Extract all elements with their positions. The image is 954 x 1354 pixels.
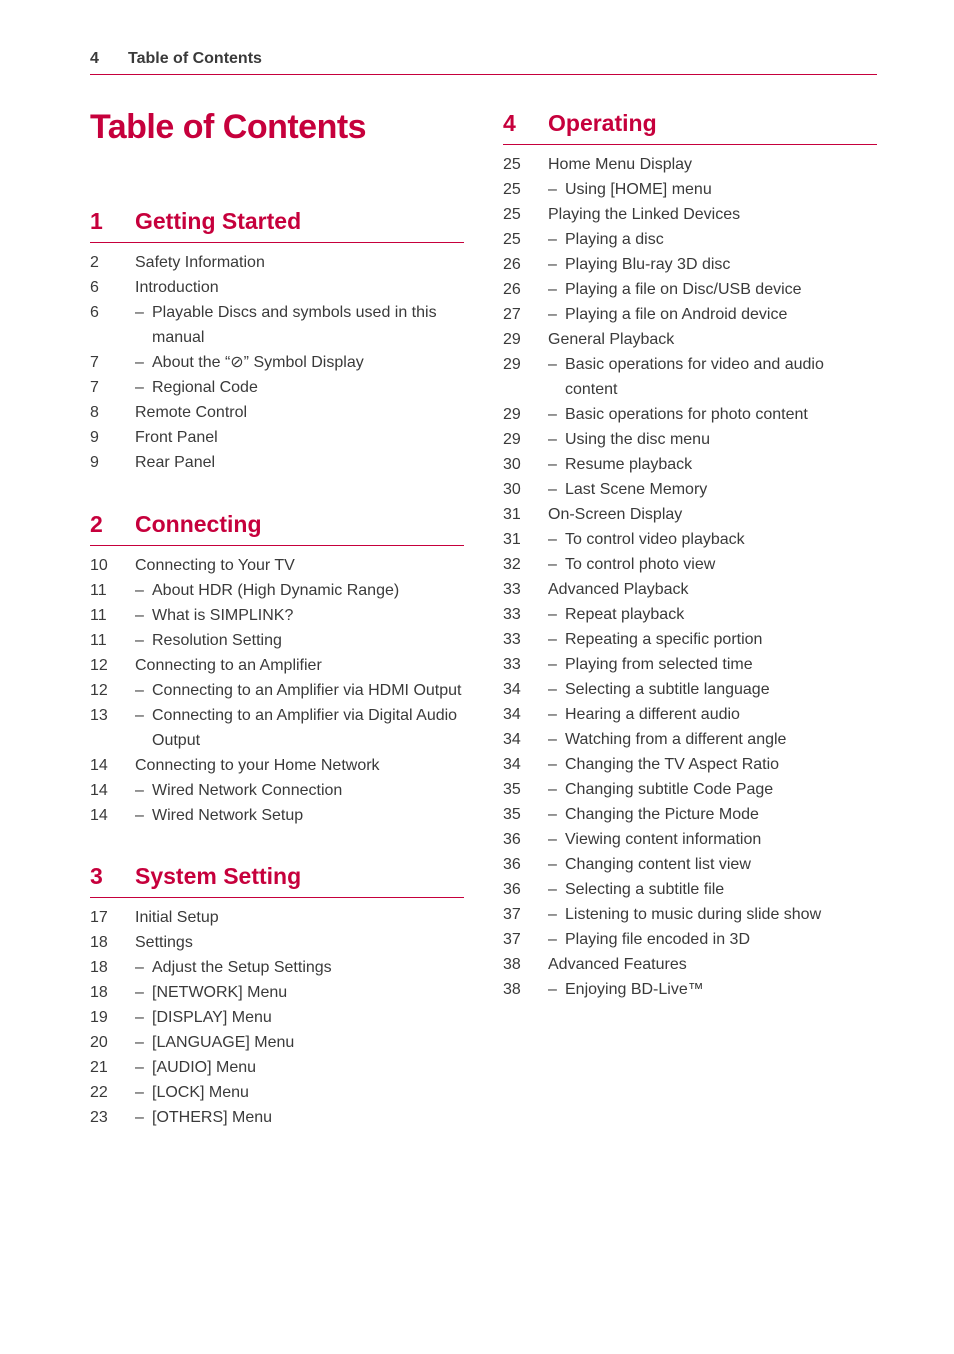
toc-entry-label: – [LANGUAGE] Menu [135,1030,464,1055]
toc-entry[interactable] [90,930,464,955]
toc-subentry[interactable] [503,427,877,452]
toc-page-number: 34 [503,706,521,723]
toc-page-number: 17 [90,909,108,926]
toc-page-number: 18 [90,934,108,951]
toc-subentry[interactable] [503,352,877,402]
toc-entry[interactable] [503,577,877,602]
toc-subentry[interactable] [503,552,877,577]
toc-page-number: 25 [503,206,521,223]
toc-entry-label: – Basic operations for photo content [548,402,877,427]
toc-subentry[interactable] [90,980,464,1005]
toc-entry-label: – Repeat playback [548,602,877,627]
toc-subentry[interactable] [503,802,877,827]
toc-entry-label: Advanced Features [548,956,687,973]
toc-page-number: 27 [503,306,521,323]
toc-page-number: 36 [503,856,521,873]
toc-page-number: 29 [503,431,521,448]
toc-page-number: 38 [503,981,521,998]
toc-entry-label: – Connecting to an Amplifier via Digital Audio Output [135,703,464,753]
toc-page-number: 26 [503,281,521,298]
toc-entry-label: – Playing a file on Android device [548,302,877,327]
toc-page-number: 22 [90,1084,108,1101]
toc-entry[interactable] [90,653,464,678]
toc-entry-label: – About the “⊘” Symbol Display [135,350,464,375]
toc-page-number: 11 [90,582,107,599]
toc-page-number: 14 [90,807,108,824]
toc-entry[interactable] [90,553,464,578]
toc-entry[interactable] [503,152,877,177]
toc-subentry[interactable] [503,252,877,277]
toc-page-number: 9 [90,454,99,471]
toc-entry-label: – Playing file encoded in 3D [548,927,877,952]
toc-subentry[interactable] [503,852,877,877]
toc-subentry[interactable] [503,402,877,427]
toc-subentry[interactable] [90,1030,464,1055]
toc-entry-label: – Changing the Picture Mode [548,802,877,827]
toc-entry[interactable] [90,275,464,300]
toc-entry-label: – Resolution Setting [135,628,464,653]
toc-entry[interactable] [503,202,877,227]
toc-entry-list [90,553,464,828]
toc-entry-label: Settings [135,934,193,951]
toc-page-number: 2 [90,254,99,271]
toc-page-number: 35 [503,781,521,798]
toc-entry-label: Rear Panel [135,454,216,471]
toc-page-number: 29 [503,356,521,373]
toc-entry-label: – Changing subtitle Code Page [548,777,877,802]
toc-entry-label: – Playing Blu-ray 3D disc [548,252,877,277]
toc-entry-label: Introduction [135,279,219,296]
page-number: 4 [90,50,99,67]
toc-page-number: 12 [90,657,108,674]
toc-entry-label: – Basic operations for video and audio content [548,352,877,402]
toc-page-number: 32 [503,556,521,573]
toc-entry-label: Playing the Linked Devices [548,206,741,223]
toc-subentry[interactable] [503,452,877,477]
toc-entry-label: – Changing the TV Aspect Ratio [548,752,877,777]
toc-page-number: 33 [503,656,521,673]
toc-entry-label: – [LOCK] Menu [135,1080,464,1105]
toc-entry-label: – Playing a file on Disc/USB device [548,277,877,302]
toc-entry-label: – [NETWORK] Menu [135,980,464,1005]
toc-page-number: 18 [90,984,108,1001]
section-number: 1 [90,208,103,234]
toc-entry-label: – [DISPLAY] Menu [135,1005,464,1030]
toc-page-number: 33 [503,581,521,598]
toc-page-number: 36 [503,881,521,898]
toc-subentry[interactable] [90,1055,464,1080]
toc-page-number: 36 [503,831,521,848]
toc-entry-label: – Playing from selected time [548,652,877,677]
toc-entry-label: – Wired Network Setup [135,803,464,828]
toc-page-number: 18 [90,959,108,976]
toc-page-number: 38 [503,956,521,973]
toc-entry-label: On-Screen Display [548,506,683,523]
section-operating [503,110,877,1002]
toc-page-number: 14 [90,757,108,774]
toc-entry-label: – Using the disc menu [548,427,877,452]
toc-entry-label: – To control photo view [548,552,877,577]
toc-page-number: 19 [90,1009,108,1026]
toc-entry[interactable] [503,327,877,352]
toc-entry-label: Initial Setup [135,909,219,926]
toc-entry[interactable] [90,250,464,275]
toc-subentry[interactable] [90,300,464,350]
toc-entry-label: Connecting to an Amplifier [135,657,322,674]
toc-entry-label: – Watching from a different angle [548,727,877,752]
toc-entry-label: – [OTHERS] Menu [135,1105,464,1130]
toc-entry-label: Advanced Playback [548,581,689,598]
toc-entry[interactable] [90,905,464,930]
toc-page-number: 9 [90,429,99,446]
toc-page-number: 25 [503,156,521,173]
toc-subentry[interactable] [503,677,877,702]
toc-page-number: 23 [90,1109,108,1126]
toc-entry-label: Remote Control [135,404,248,421]
toc-entry-label: – Using [HOME] menu [548,177,877,202]
toc-subentry[interactable] [503,702,877,727]
toc-page-number: 31 [503,531,521,548]
section-system-setting [90,863,464,1130]
toc-subentry[interactable] [503,302,877,327]
toc-page-number: 14 [90,782,108,799]
toc-entry-list [503,152,877,1002]
toc-page-number: 34 [503,731,521,748]
toc-subentry[interactable] [503,177,877,202]
toc-page-number: 34 [503,756,521,773]
section-heading[interactable] [90,208,464,243]
toc-entry-label: – Changing content list view [548,852,877,877]
section-title[interactable]: Connecting [135,511,262,537]
toc-subentry[interactable] [503,652,877,677]
toc-page-number: 6 [90,304,99,321]
toc-subentry[interactable] [503,727,877,752]
toc-subentry[interactable] [90,803,464,828]
toc-entry-label: – Hearing a different audio [548,702,877,727]
toc-entry-label: – [AUDIO] Menu [135,1055,464,1080]
toc-page-number: 33 [503,606,521,623]
toc-entry-label: – What is SIMPLINK? [135,603,464,628]
toc-page-number: 25 [503,181,521,198]
section-title[interactable]: System Setting [135,863,302,889]
toc-entry-list [90,250,464,475]
toc-entry-label: – To control video playback [548,527,877,552]
toc-entry-list [90,905,464,1130]
toc-subentry[interactable] [503,827,877,852]
toc-page-number: 26 [503,256,521,273]
toc-subentry[interactable] [90,603,464,628]
section-getting-started [90,208,464,475]
toc-page-number: 25 [503,231,521,248]
toc-entry-label: – Wired Network Connection [135,778,464,803]
toc-subentry[interactable] [90,678,464,703]
toc-entry-label: – Listening to music during slide show [548,902,877,927]
toc-page-number: 33 [503,631,521,648]
toc-page-number: 6 [90,279,99,296]
toc-entry-label: – Playable Discs and symbols used in this manual [135,300,464,350]
toc-subentry[interactable] [90,1105,464,1130]
toc-entry-label: Connecting to Your TV [135,557,295,574]
toc-page-number: 37 [503,906,521,923]
section-number: 4 [503,110,516,136]
toc-page-number: 7 [90,379,99,396]
toc-entry-label: – Enjoying BD-Live™ [548,977,877,1002]
running-title: Table of Contents [128,50,262,67]
toc-entry[interactable] [90,450,464,475]
page-header [90,48,877,75]
toc-page-number: 30 [503,481,521,498]
page-title: Table of Contents [90,108,367,146]
section-title[interactable]: Operating [548,110,657,136]
toc-entry[interactable] [503,502,877,527]
toc-page-number: 37 [503,931,521,948]
toc-subentry[interactable] [503,477,877,502]
toc-subentry[interactable] [503,277,877,302]
toc-entry-label: – Playing a disc [548,227,877,252]
toc-entry[interactable] [503,952,877,977]
toc-page-number: 21 [90,1059,108,1076]
toc-page-number: 31 [503,506,521,523]
toc-page-number: 29 [503,406,521,423]
toc-subentry[interactable] [90,955,464,980]
toc-page-number: 11 [90,607,107,624]
section-number: 3 [90,863,103,889]
toc-subentry[interactable] [90,703,464,753]
toc-entry-label: – Repeating a specific portion [548,627,877,652]
toc-page-number: 7 [90,354,99,371]
toc-page-number: 10 [90,557,108,574]
toc-page-number: 12 [90,682,108,699]
toc-entry[interactable] [90,425,464,450]
toc-page-number: 8 [90,404,99,421]
toc-subentry[interactable] [90,1080,464,1105]
toc-subentry[interactable] [503,227,877,252]
toc-page-number: 34 [503,681,521,698]
toc-page-number: 20 [90,1034,108,1051]
toc-page-number: 30 [503,456,521,473]
toc-entry-label: – Selecting a subtitle language [548,677,877,702]
toc-entry-label: – Selecting a subtitle file [548,877,877,902]
toc-subentry[interactable] [503,627,877,652]
toc-entry-label: General Playback [548,331,675,348]
toc-page-number: 13 [90,707,108,724]
section-heading[interactable] [90,863,464,898]
toc-subentry[interactable] [503,927,877,952]
section-connecting [90,511,464,828]
toc-subentry[interactable] [503,902,877,927]
toc-entry-label: – Resume playback [548,452,877,477]
toc-subentry[interactable] [503,977,877,1002]
toc-entry-label: – Viewing content information [548,827,877,852]
toc-subentry[interactable] [90,778,464,803]
toc-subentry[interactable] [503,752,877,777]
toc-subentry[interactable] [90,1005,464,1030]
toc-subentry[interactable] [503,602,877,627]
toc-page-number: 29 [503,331,521,348]
toc-entry-label: Safety Information [135,254,265,271]
toc-subentry[interactable] [90,375,464,400]
toc-subentry[interactable] [503,527,877,552]
toc-entry-label: – Last Scene Memory [548,477,877,502]
toc-page-number: 11 [90,632,107,649]
section-number: 2 [90,511,103,537]
toc-entry-label: – Regional Code [135,375,464,400]
toc-entry[interactable] [90,400,464,425]
toc-entry-label: Front Panel [135,429,218,446]
toc-subentry[interactable] [90,350,464,375]
toc-subentry[interactable] [90,578,464,603]
toc-subentry[interactable] [503,877,877,902]
toc-entry[interactable] [90,753,464,778]
toc-entry-label: Connecting to your Home Network [135,757,380,774]
section-heading[interactable] [503,110,877,145]
toc-entry-label: – About HDR (High Dynamic Range) [135,578,464,603]
toc-page-number: 35 [503,806,521,823]
toc-entry-label: – Adjust the Setup Settings [135,955,464,980]
toc-entry-label: Home Menu Display [548,156,693,173]
section-title[interactable]: Getting Started [135,208,302,234]
toc-entry-label: – Connecting to an Amplifier via HDMI Output [135,678,464,703]
toc-subentry[interactable] [503,777,877,802]
section-heading[interactable] [90,511,464,546]
toc-subentry[interactable] [90,628,464,653]
